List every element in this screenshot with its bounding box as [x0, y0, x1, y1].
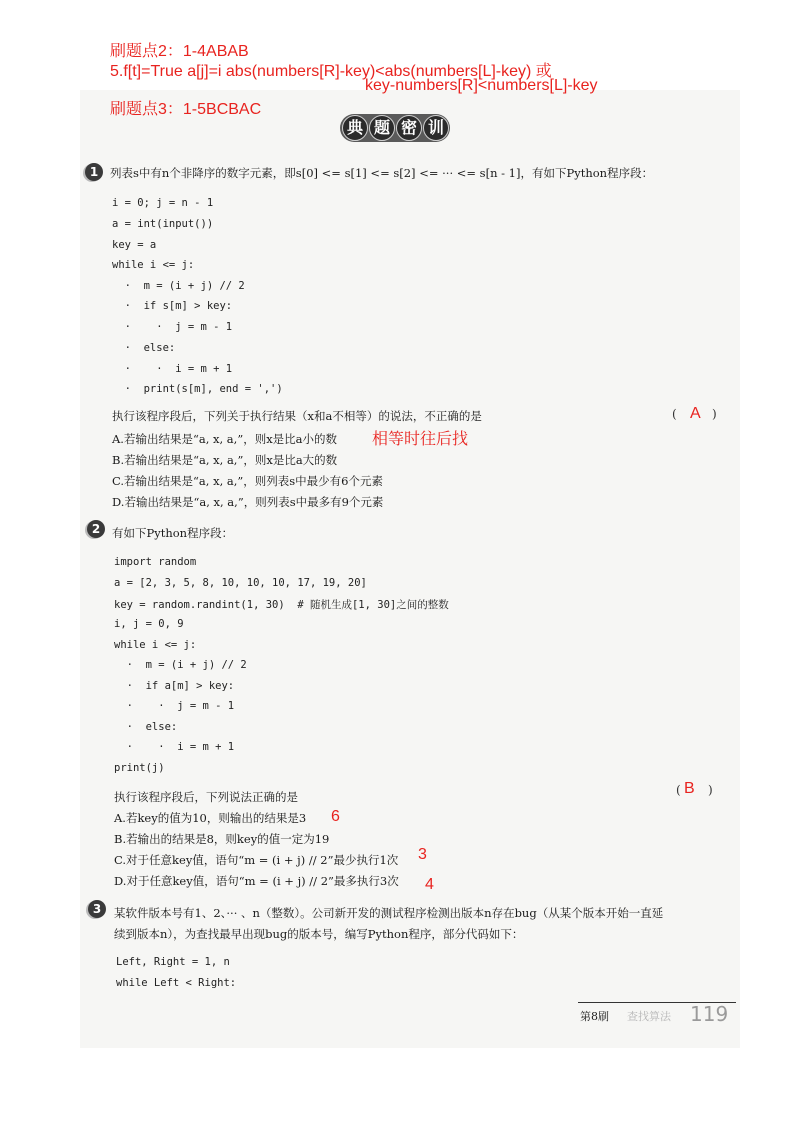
q2-answer: B — [684, 780, 695, 797]
q1-code-line: · print(s[m], end = ',') — [112, 383, 283, 395]
q2-code-line: while i <= j: — [114, 639, 197, 651]
banner-char: 密 — [396, 115, 422, 141]
q1-option: D.若输出结果是“a, x, a,”，则列表s中最多有9个元素 — [112, 495, 384, 509]
q2-code-line: · if a[m] > key: — [114, 680, 235, 692]
footer-label: 第8刷 — [580, 1010, 609, 1023]
q2-option: D.对于任意key值，语句“m = (i + j) // 2”最多执行3次 — [114, 874, 399, 888]
q1-code-line: a = int(input()) — [112, 218, 214, 230]
section-banner — [340, 114, 450, 142]
q2-handwritten-mark: 3 — [418, 846, 427, 863]
q2-handwritten-mark: 6 — [331, 808, 340, 825]
q1-option: C.若输出结果是“a, x, a,”，则列表s中最少有6个元素 — [112, 474, 383, 488]
annotation-line-2: 5.f[t]=True a[j]=i abs(numbers[R]-key)<abs(numbers[L]-key) 或 — [110, 63, 552, 80]
q2-stem: 有如下Python程序段： — [112, 526, 234, 540]
q1-answer: A — [690, 405, 701, 422]
q2-code-line: · · j = m - 1 — [114, 700, 235, 712]
q1-question: 执行该程序段后，下列关于执行结果（x和a不相等）的说法，不正确的是 — [112, 409, 482, 423]
q2-code-line: i, j = 0, 9 — [114, 618, 184, 630]
answer-paren-close: ) — [712, 407, 717, 421]
annotation-line-3: key-numbers[R]<numbers[L]-key — [365, 77, 598, 94]
q1-code-line: · m = (i + j) // 2 — [112, 280, 245, 292]
q3-code-line: Left, Right = 1, n — [116, 956, 230, 968]
answer-paren-open: ( — [672, 407, 677, 421]
q2-code-line: a = [2, 3, 5, 8, 10, 10, 10, 17, 19, 20] — [114, 577, 367, 589]
q1-handwritten-note: 相等时往后找 — [372, 431, 469, 448]
q1-option: A.若输出结果是“a, x, a,”，则x是比a小的数 — [112, 432, 338, 446]
q2-code-line: import random — [114, 556, 197, 568]
answer-paren-open: ( — [676, 783, 681, 797]
q1-code-line: · · j = m - 1 — [112, 321, 233, 333]
banner-char: 训 — [423, 115, 449, 141]
q1-code-line: · · i = m + 1 — [112, 363, 233, 375]
q1-code-line: while i <= j: — [112, 259, 195, 271]
q1-code-line: i = 0; j = n - 1 — [112, 197, 214, 209]
q2-option: C.对于任意key值，语句“m = (i + j) // 2”最少执行1次 — [114, 853, 399, 867]
q1-code-line: · else: — [112, 342, 176, 354]
banner-char: 题 — [369, 115, 395, 141]
q2-code-line: print(j) — [114, 762, 165, 774]
annotation-line-1: 刷题点2：1-4ABAB — [110, 43, 249, 60]
question-number-badge: 1 — [85, 163, 103, 181]
q2-option: A.若key的值为10，则输出的结果是3 — [114, 811, 307, 825]
q2-code-line: · · i = m + 1 — [114, 741, 235, 753]
page-number: 119 — [690, 1002, 729, 1026]
question-number-badge: 2 — [87, 520, 105, 538]
answer-paren-close: ) — [708, 783, 713, 797]
q2-code-line: · else: — [114, 721, 178, 733]
q3-stem: 某软件版本号有1、2、··· 、n（整数）。公司新开发的测试程序检测出版本n存在bug（从某个版本开始一直延 — [114, 906, 664, 920]
q2-question: 执行该程序段后，下列说法正确的是 — [114, 790, 298, 804]
q2-handwritten-mark: 4 — [425, 876, 434, 893]
q1-code-line: key = a — [112, 239, 157, 251]
q1-option: B.若输出结果是“a, x, a,”，则x是比a大的数 — [112, 453, 338, 467]
q2-code-line: key = random.randint(1, 30) # 随机生成[1, 30]之间的整数 — [114, 599, 449, 611]
q2-code-line: · m = (i + j) // 2 — [114, 659, 247, 671]
footer-subtitle: 查找算法 — [627, 1010, 671, 1023]
q3-stem: 续到版本n），为查找最早出现bug的版本号，编写Python程序，部分代码如下： — [114, 927, 524, 941]
q3-code-line: while Left < Right: — [116, 977, 237, 989]
q2-option: B.若输出的结果是8，则key的值一定为19 — [114, 832, 330, 846]
q1-code-line: · if s[m] > key: — [112, 300, 233, 312]
banner-char: 典 — [342, 115, 368, 141]
annotation-line-4: 刷题点3：1-5BCBAC — [110, 101, 262, 118]
question-number-badge: 3 — [88, 900, 106, 918]
q1-stem: 列表s中有n个非降序的数字元素，即s[0] <= s[1] <= s[2] <= ··· <= s[n - 1]，有如下Python程序段： — [110, 166, 654, 180]
